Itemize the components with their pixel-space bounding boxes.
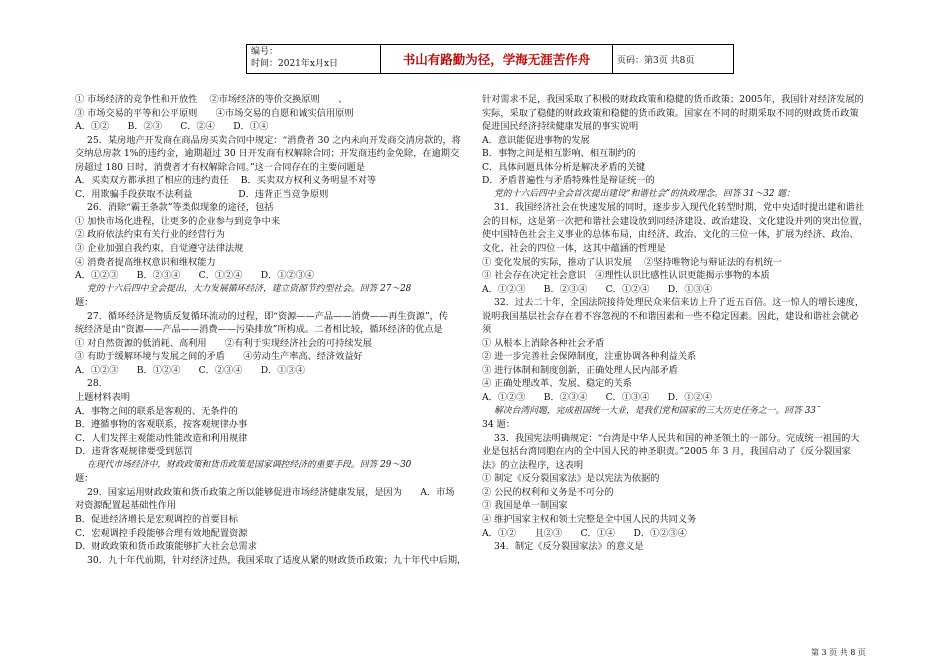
page-footer: 第 3 页 共 8 页 [811, 648, 866, 657]
text-line: ③ 市场交易的平等和公平原则 ④市场交易的自愿和诚实信用原则 [75, 107, 354, 119]
text-line: A．①②③ B．①②④ C．②③④ D．①③④ [75, 364, 305, 376]
text-line: ④ 正确处理改革、发展、稳定的关系 [482, 378, 632, 390]
header-meta [247, 45, 381, 73]
text-line: ① 从根本上消除各种社会矛盾 [482, 337, 605, 349]
text-line: 说明我国基层社会存在着不容忽视的不和谐因素和一些不稳定因素。因此，建设和谐社会就必 [482, 310, 859, 322]
text-line: 会的目标，这是第一次把和谐社会建设放到同经济建设、政治建设、文化建设并列的突出位置， [482, 215, 868, 227]
text-line: 交纳总房款 1%的违约金，逾期超过 30 日开发商有权解除合同；开发商违约金免除，在逾期交 [75, 148, 460, 160]
text-line: 房超过 180 日时，消费者才有权解除合同。”这一合同存在的主要问题是 [75, 161, 365, 173]
text-line: 25．某房地产开发商在商品房买卖合同中规定：“消费者 30 之内未向开发商交清房款的，将 [87, 134, 461, 146]
text-line: 业是包括台湾同胞在内的全中国人民的神圣职责。”2005 年 3 月，我国启动了《反分裂国家 [482, 446, 851, 458]
text-line: ④ 消费者提高维权意识和维权能力 [75, 256, 216, 268]
text-line: ① 制定《反分裂国家法》是以宪法为依据的 [482, 473, 660, 485]
text-line: A．①② B．②③ C．②④ D．①④ [75, 121, 269, 133]
text-line: C．宏观调控手段能够合理有效地配置资源 [75, 527, 248, 539]
text-line: 统经济是由“资源——产品——消费——污染排放”所构成。二者相比较，循环经济的优点是 [75, 324, 443, 336]
text-line: A．①②③ B．②③④ C．①②④ D．①②③④ [75, 270, 315, 282]
text-line: 26．消除“霸王条款”等类似现象的途径，包括 [87, 202, 274, 214]
header-motto: 书山有路勤为径，学海无涯苦作舟 [381, 45, 613, 73]
text-line: 28． [87, 378, 108, 390]
text-line: ② 公民的权利和义务是不可分的 [482, 486, 614, 498]
text-line: C．用欺骗手段获取不法利益 D．违背正当竞争原则 [75, 188, 329, 200]
text-line: D．矛盾普遍性与矛盾特殊性是辩证统一的 [482, 175, 655, 187]
text-line: 32．过去二十年，全国法院接待处理民众来信来访上升了近五百倍。这一惊人的增长速度， [494, 297, 865, 309]
text-line: A．意识能促进事物的发展 [482, 134, 590, 146]
text-line: A．①②③ B．②③④ C．①③④ D．①②④ [482, 392, 712, 404]
left-column [75, 93, 475, 567]
text-line: D．财政政策和货币政策能够扩大社会总需求 [75, 541, 257, 553]
text-line: 29．国家运用财政政策和货币政策之所以能够促进市场经济健康发展，是因为 A．市场 [87, 486, 455, 498]
text-line: A．事物之间的联系是客观的、无条件的 [75, 405, 238, 417]
text-line: 34．制定《反分裂国家法》的意义是 [494, 541, 644, 553]
text-line: A．①②③ B．②③④ C．①②④ D．①③④ [482, 283, 712, 295]
text-line: ③ 我国是单一制国家 [482, 500, 568, 512]
text-line: 党的十六后四中全会提出，大力发展循环经济，建立资源节约型社会。回答 27～28 [87, 283, 412, 294]
text-line: 须 [482, 324, 492, 336]
text-line: ④ 维护国家主权和领土完整是全中国人民的共同义务 [482, 513, 697, 525]
text-line: 法》的立法程序，这表明 [482, 459, 584, 471]
text-line: 34 题： [482, 419, 515, 431]
text-line: 解决台湾问题，完成祖国统一大业，是我们党和国家的三大历史任务之一。回答 33¯ [494, 405, 821, 416]
text-line: B．事物之间是相互影响、相互制约的 [482, 148, 636, 160]
text-line: B．遵循事物的客观联系，按客观规律办事 [75, 419, 248, 431]
header-code-label: 编号： [251, 47, 279, 57]
text-line: 使中国特色社会主义事业的总体布局，由经济、政治、文化的三位一体，扩展为经济、政治、 [482, 229, 859, 241]
text-line: 题： [75, 473, 94, 485]
text-line: ③ 企业加强自我约束，自觉遵守法律法规 [75, 243, 244, 255]
header-page-label: 页码：第3页 共8页 [617, 55, 695, 66]
text-line: D．违背客观规律要受到惩罚 [75, 446, 193, 458]
page-header [246, 44, 734, 74]
text-line: 31．我国经济社会在快速发展的同时，逐步步入现代化转型时期，党中央适时提出建和谐社 [494, 202, 865, 214]
text-line: 27．循环经济是物质反复循环流动的过程，即“资源——产品——消费——再生资源”，传 [87, 310, 449, 322]
text-line: ③ 进行体制和制度创新，正确处理人民内部矛盾 [482, 364, 678, 376]
text-line: ③ 有助于缓解环境与发展之间的矛盾 ④劳动生产率高、经济效益好 [75, 351, 363, 363]
text-line: 题： [75, 297, 94, 309]
header-time-label: 时间：2021年x月x日 [251, 59, 339, 69]
text-line: ② 政府依法约束有关行业的经营行为 [75, 229, 225, 241]
text-line: 促进国民经济持续健康发展的事实说明 [482, 121, 639, 133]
text-line: 30．九十年代前期，针对经济过热，我国采取了适度从紧的财政货币政策；九十年代中后期， [87, 554, 467, 566]
text-line: 党的十六后四中全会首次提出建设“和谐社会”的执政理念。回答 31～32 题： [494, 188, 795, 199]
text-line: C．具体问题具体分析是解决矛盾的关键 [482, 161, 646, 173]
text-line: A．①② 且②③ C．①④ D．①②③④ [482, 527, 687, 539]
text-line: 文化、社会的四位一体，这其中蕴涵的哲理是 [482, 243, 666, 255]
right-column [482, 93, 884, 554]
text-line: ① 市场经济的竞争性和开放性 ②市场经济的等价交换原则 、 [75, 94, 348, 105]
text-line: ① 变化发展的实际，推动了认识发展 ②坚持唯物论与辩证法的有机统一 [482, 256, 782, 268]
text-line: 在现代市场经济中，财政政策和货币政策是国家调控经济的重要手段。回答 29～30 [87, 459, 412, 470]
text-line: 实际，采取了稳健的财政政策和稳健的货币政策。国家在不同的时期采取不同的财政货币政策 [482, 107, 859, 119]
text-line: A．买卖双方都承担了相应的违约责任 B．买卖双方权利义务明显不对等 [75, 175, 377, 187]
text-line: 对资源配置起基础性作用 [75, 500, 177, 512]
text-line: ② 进一步完善社会保障制度，注重协调各种利益关系 [482, 351, 697, 363]
text-line: 上题材料表明 [75, 392, 131, 404]
text-line: ① 对自然资源的低消耗、高利用 ②有利于实现经济社会的可持续发展 [75, 337, 372, 349]
text-line: 33．我国宪法明确规定：“台湾是中华人民共和国的神圣领土的一部分。完成统一祖国的大 [494, 432, 860, 444]
text-line: ③ 社会存在决定社会意识 ④理性认识比感性认识更能揭示事物的本质 [482, 270, 770, 282]
text-line: C．人们发挥主观能动性能改造和利用规律 [75, 432, 248, 444]
text-line: B．促进经济增长是宏观调控的首要目标 [75, 513, 238, 525]
text-line: ① 加快市场化进程，让更多的企业参与到竞争中来 [75, 215, 281, 227]
text-line: 针对需求不足，我国采取了积极的财政政策和稳健的货币政策；2005年，我国针对经济发展的 [482, 94, 864, 105]
